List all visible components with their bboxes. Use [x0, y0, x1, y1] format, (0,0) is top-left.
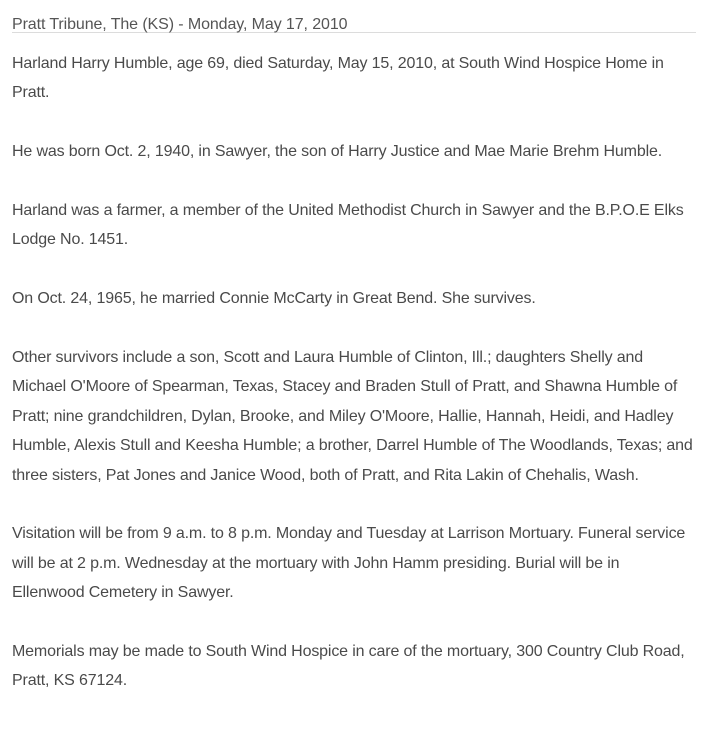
obituary-body: [12, 33, 696, 696]
paragraph-occupation: Harland was a farmer, a member of the United Methodist Church in Sawyer and the B.P.O.E Elks Lodge No. 1451.: [12, 202, 684, 249]
paragraph-memorials: Memorials may be made to South Wind Hospice in care of the mortuary, 300 Country Club Road, Pratt, KS 67124.: [12, 643, 685, 690]
paragraph-services: Visitation will be from 9 a.m. to 8 p.m. Monday and Tuesday at Larrison Mortuary. Funeral service will be at 2 p.m. Wednesday at the mortuary with John Hamm presiding. Burial will be in Ellenwood Cemetery in Sawyer.: [12, 525, 686, 602]
paragraph-death-notice: Harland Harry Humble, age 69, died Saturday, May 15, 2010, at South Wind Hospice Home in Pratt.: [12, 55, 664, 102]
paragraph-survivors: Other survivors include a son, Scott and Laura Humble of Clinton, Ill.; daughters Shelly and Michael O'Moore of Spearman, Texas, Stacey and Braden Stull of Pratt, and Shawna Humble of Pratt; nine grandchildren, Dylan, Brooke, and Miley O'Moore, Hallie, Hannah, Heidi, and Hadley Humble, Alexis Stull and Keesha Humble; a brother, Darrel Humble of The Woodlands, Texas; and three sisters, Pat Jones and Janice Wood, both of Pratt, and Rita Lakin of Chehalis, Wash.: [12, 349, 693, 484]
paragraph-marriage: On Oct. 24, 1965, he married Connie McCarty in Great Bend. She survives.: [12, 290, 536, 308]
publication-source-line: Pratt Tribune, The (KS) - Monday, May 17, 2010: [12, 16, 348, 33]
paragraph-birth: He was born Oct. 2, 1940, in Sawyer, the son of Harry Justice and Mae Marie Brehm Humble.: [12, 143, 663, 161]
